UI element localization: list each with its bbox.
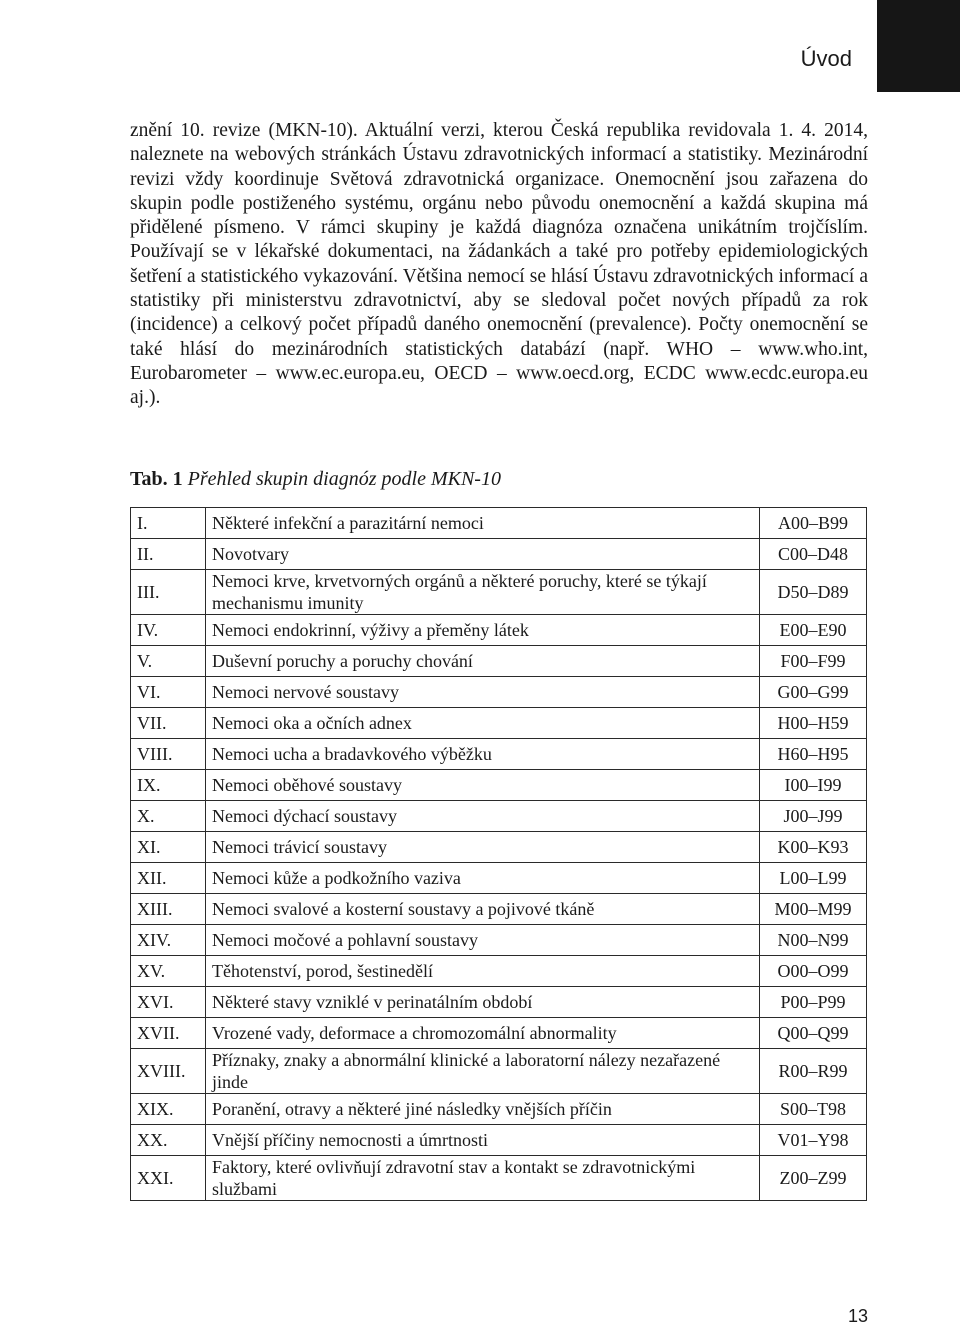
row-range: H60–H95 bbox=[760, 739, 867, 770]
row-range: M00–M99 bbox=[760, 894, 867, 925]
row-range: R00–R99 bbox=[760, 1049, 867, 1094]
row-range: I00–I99 bbox=[760, 770, 867, 801]
diagnosis-table bbox=[130, 507, 867, 1201]
row-range: F00–F99 bbox=[760, 646, 867, 677]
row-name: Duševní poruchy a poruchy chování bbox=[206, 646, 760, 677]
row-number: XIII. bbox=[131, 894, 206, 925]
row-name: Faktory, které ovlivňují zdravotní stav a kontakt se zdravotnickými službami bbox=[206, 1156, 760, 1201]
table-row bbox=[131, 801, 867, 832]
row-name: Vnější příčiny nemocnosti a úmrtnosti bbox=[206, 1125, 760, 1156]
row-name: Novotvary bbox=[206, 539, 760, 570]
row-number: XI. bbox=[131, 832, 206, 863]
row-name: Některé stavy vzniklé v perinatálním období bbox=[206, 987, 760, 1018]
row-range: C00–D48 bbox=[760, 539, 867, 570]
row-number: VII. bbox=[131, 708, 206, 739]
row-name: Nemoci svalové a kosterní soustavy a pojivové tkáně bbox=[206, 894, 760, 925]
table-row bbox=[131, 739, 867, 770]
table-row bbox=[131, 1018, 867, 1049]
row-range: J00–J99 bbox=[760, 801, 867, 832]
table-row bbox=[131, 1049, 867, 1094]
row-number: III. bbox=[131, 570, 206, 615]
row-number: II. bbox=[131, 539, 206, 570]
row-range: G00–G99 bbox=[760, 677, 867, 708]
row-name: Příznaky, znaky a abnormální klinické a laboratorní nálezy nezařazené jinde bbox=[206, 1049, 760, 1094]
row-range: S00–T98 bbox=[760, 1094, 867, 1125]
row-name: Poranění, otravy a některé jiné následky vnějších příčin bbox=[206, 1094, 760, 1125]
row-name: Nemoci oběhové soustavy bbox=[206, 770, 760, 801]
row-number: XVI. bbox=[131, 987, 206, 1018]
table-row bbox=[131, 1094, 867, 1125]
row-number: VI. bbox=[131, 677, 206, 708]
row-name: Nemoci dýchací soustavy bbox=[206, 801, 760, 832]
row-number: XVIII. bbox=[131, 1049, 206, 1094]
row-range: H00–H59 bbox=[760, 708, 867, 739]
row-range: N00–N99 bbox=[760, 925, 867, 956]
table-row bbox=[131, 1156, 867, 1201]
table-row bbox=[131, 863, 867, 894]
table-row bbox=[131, 832, 867, 863]
row-number: XII. bbox=[131, 863, 206, 894]
table-label: Tab. 1 bbox=[130, 468, 183, 490]
page-number: 13 bbox=[847, 1306, 868, 1326]
row-range: V01–Y98 bbox=[760, 1125, 867, 1156]
row-number: XXI. bbox=[131, 1156, 206, 1201]
row-range: O00–O99 bbox=[760, 956, 867, 987]
corner-tab bbox=[877, 0, 960, 92]
table-row bbox=[131, 894, 867, 925]
table-caption bbox=[130, 466, 501, 492]
table-row bbox=[131, 956, 867, 987]
table-row bbox=[131, 677, 867, 708]
table-row bbox=[131, 539, 867, 570]
row-range: K00–K93 bbox=[760, 832, 867, 863]
row-name: Vrozené vady, deformace a chromozomální abnormality bbox=[206, 1018, 760, 1049]
row-number: X. bbox=[131, 801, 206, 832]
table-row bbox=[131, 770, 867, 801]
row-name: Nemoci močové a pohlavní soustavy bbox=[206, 925, 760, 956]
row-range: L00–L99 bbox=[760, 863, 867, 894]
row-range: D50–D89 bbox=[760, 570, 867, 615]
row-range: E00–E90 bbox=[760, 615, 867, 646]
row-name: Nemoci trávicí soustavy bbox=[206, 832, 760, 863]
table-row bbox=[131, 1125, 867, 1156]
row-number: VIII. bbox=[131, 739, 206, 770]
row-number: XVII. bbox=[131, 1018, 206, 1049]
row-number: IV. bbox=[131, 615, 206, 646]
row-name: Nemoci ucha a bradavkového výběžku bbox=[206, 739, 760, 770]
row-range: Q00–Q99 bbox=[760, 1018, 867, 1049]
table-row bbox=[131, 987, 867, 1018]
row-number: IX. bbox=[131, 770, 206, 801]
table-row bbox=[131, 646, 867, 677]
table-row bbox=[131, 615, 867, 646]
row-name: Nemoci oka a očních adnex bbox=[206, 708, 760, 739]
row-name: Těhotenství, porod, šestinedělí bbox=[206, 956, 760, 987]
row-number: XIV. bbox=[131, 925, 206, 956]
table-title: Přehled skupin diagnóz podle MKN-10 bbox=[187, 468, 501, 490]
running-head: Úvod bbox=[800, 46, 852, 71]
row-name: Nemoci krve, krvetvorných orgánů a některé poruchy, které se týkají mechanismu imunity bbox=[206, 570, 760, 615]
table-row bbox=[131, 508, 867, 539]
row-number: V. bbox=[131, 646, 206, 677]
table-row bbox=[131, 708, 867, 739]
row-range: A00–B99 bbox=[760, 508, 867, 539]
body-paragraph: znění 10. revize (MKN-10). Aktuální verzi, kterou Česká republika revidovala 1. 4. 2014, naleznete na webových stránkách Ústavu zdravotnických informací a statistiky. Mezinárodní revizi vždy koordinuje Světová zdravotnická organizace. Onemocnění jsou zařazena do skupin podle postiženého systému, orgánu nebo původu onemocnění a každá skupina má přidělené písmeno. V rámci skupiny je každá diagnóza označena unikátním trojčíslím. Používají se v lékařské dokumentaci, na žádankách a také pro potřeby epidemiologických šetření a statistického vykazování. Většina nemocí se hlásí Ústavu zdravotnických informací a statistiky při ministerstvu zdravotnictví, aby se sledoval počet nových případů za rok (incidence) a celkový počet případů daného onemocnění (prevalence). Počty onemocnění se také hlásí do mezinárodních statistických databází (např. WHO – www.who.int, Eurobarometer – www.ec.europa.eu, OECD – www.oecd.org, ECDC www.ecdc.europa.eu aj.). bbox=[130, 120, 868, 409]
row-name: Nemoci nervové soustavy bbox=[206, 677, 760, 708]
row-name: Nemoci endokrinní, výživy a přeměny látek bbox=[206, 615, 760, 646]
row-number: I. bbox=[131, 508, 206, 539]
row-range: Z00–Z99 bbox=[760, 1156, 867, 1201]
table-row bbox=[131, 570, 867, 615]
row-name: Nemoci kůže a podkožního vaziva bbox=[206, 863, 760, 894]
table-row bbox=[131, 925, 867, 956]
row-number: XX. bbox=[131, 1125, 206, 1156]
row-number: XIX. bbox=[131, 1094, 206, 1125]
row-range: P00–P99 bbox=[760, 987, 867, 1018]
row-number: XV. bbox=[131, 956, 206, 987]
row-name: Některé infekční a parazitární nemoci bbox=[206, 508, 760, 539]
